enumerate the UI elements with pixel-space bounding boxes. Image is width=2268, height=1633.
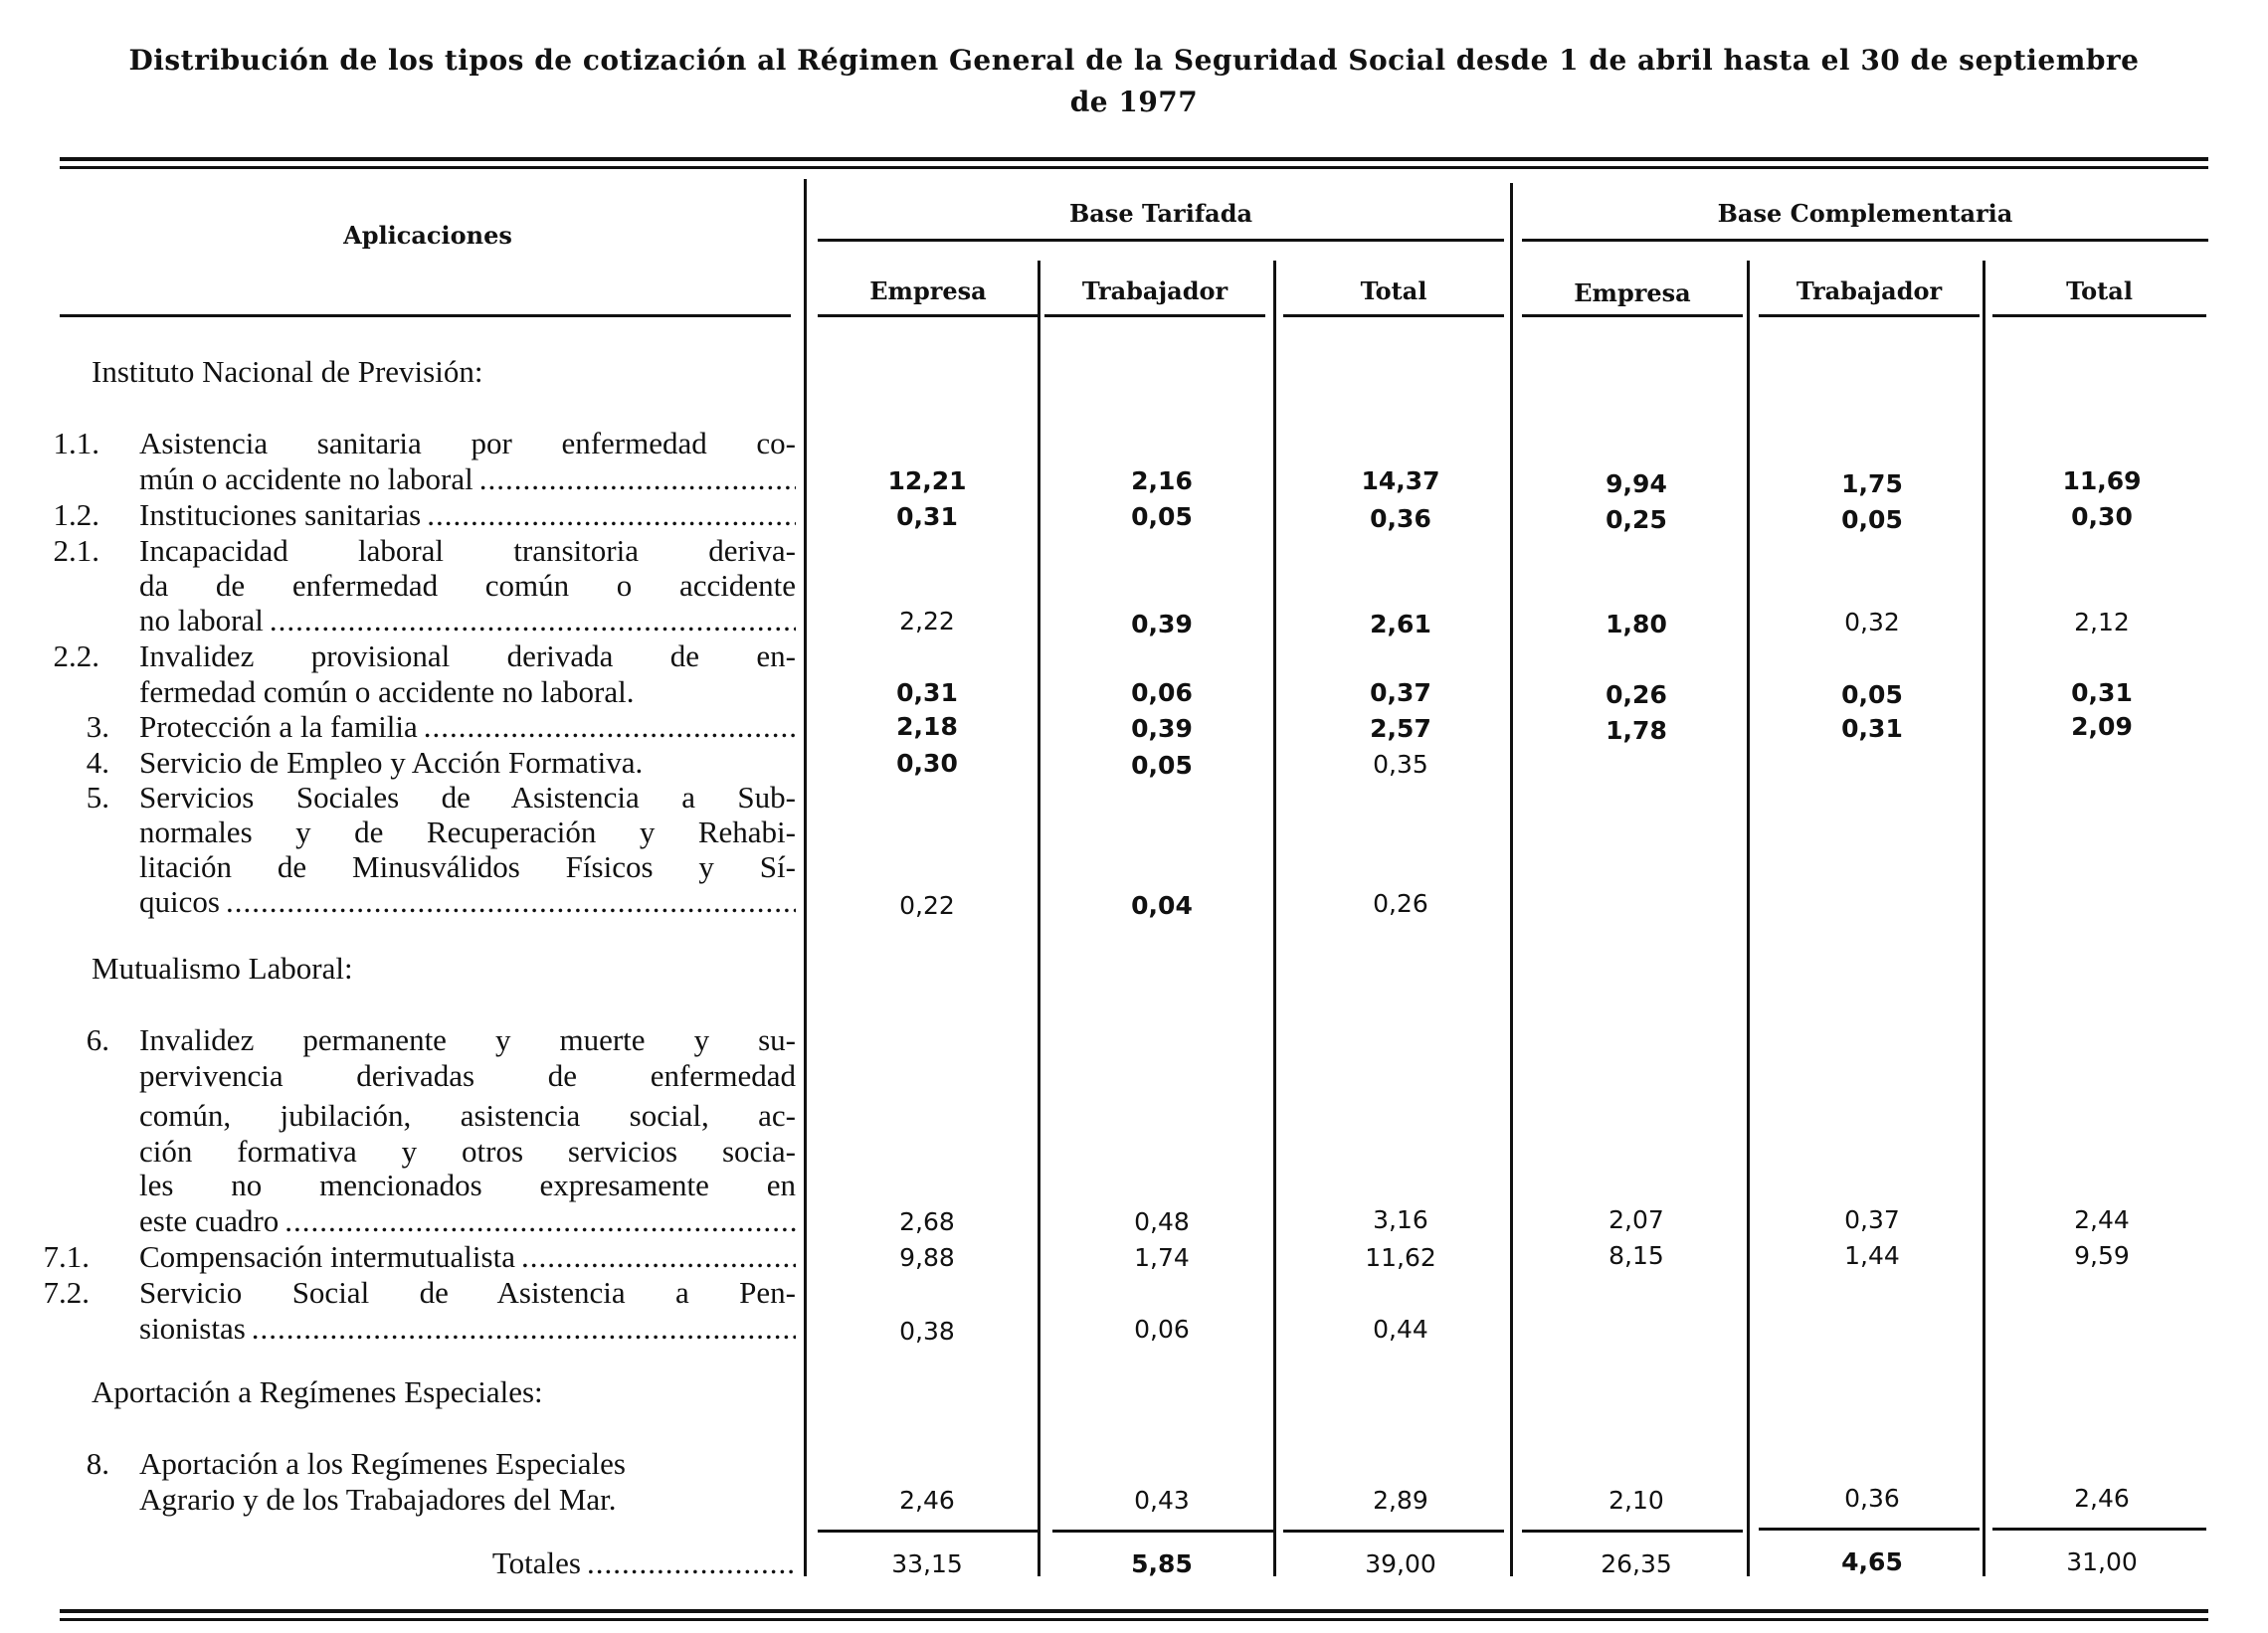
cell-bt-empresa: 12,21 (887, 466, 967, 495)
row-label-line-dotted: quicos ..... (139, 884, 796, 920)
total-bt-empresa: 33,15 (891, 1549, 963, 1578)
cell-bt-total: 0,36 (1370, 504, 1431, 533)
vrule-middle (1510, 183, 1513, 1576)
cell-bc-trabajador: 1,75 (1841, 469, 1903, 498)
top-double-rule-2 (60, 166, 2208, 169)
total-bt-total: 39,00 (1365, 1549, 1436, 1578)
cell-bt-empresa: 2,68 (899, 1207, 955, 1236)
row-label-line: litación de Minusválidos Físicos y Sí- (139, 849, 796, 884)
cell-bc-total: 0,30 (2071, 502, 2133, 531)
cell-bt-trabajador: 0,04 (1131, 891, 1193, 920)
section-aportacion-regimenes: Aportación a Regímenes Especiales: (92, 1374, 543, 1409)
row-label-line: Servicio Social de Asistencia a Pen- (139, 1275, 796, 1310)
header-base-complementaria: Base Complementaria (1717, 199, 2013, 228)
vrule-bc-1 (1747, 261, 1750, 1576)
cell-bc-trabajador: 0,31 (1841, 714, 1903, 743)
rule-totals-bc-total (1992, 1528, 2206, 1531)
total-bc-trabajador: 4,65 (1841, 1547, 1903, 1576)
row-number: 8. (86, 1446, 109, 1481)
cell-bc-trabajador: 0,37 (1844, 1205, 1900, 1234)
row-number: 1.2. (53, 497, 99, 532)
cell-bt-total: 2,89 (1373, 1486, 1428, 1515)
row-label-line-dotted: no laboral ..... (139, 603, 796, 638)
cell-bt-trabajador: 0,06 (1131, 678, 1193, 707)
section-instituto-nacional: Instituto Nacional de Previsión: (92, 354, 483, 389)
rule-bc-total (1992, 314, 2206, 317)
cell-bt-empresa: 0,30 (896, 749, 958, 778)
row-label-line: ción formativa y otros servicios socia- (139, 1134, 796, 1169)
row-label-line: Invalidez provisional derivada de en- (139, 638, 796, 673)
row-label-line: pervivencia derivadas de enfermedad (139, 1058, 796, 1093)
row-label-line: normales y de Recuperación y Rehabi- (139, 815, 796, 849)
cell-bt-trabajador: 0,39 (1131, 714, 1193, 743)
row-number: 7.1. (43, 1239, 90, 1274)
row-label-line: da de enfermedad común o accidente (139, 568, 796, 603)
cell-bt-trabajador: 0,05 (1131, 502, 1193, 531)
cell-bc-empresa: 9,94 (1606, 469, 1667, 498)
rule-totals-bt-empresa (818, 1530, 1039, 1533)
cell-bt-trabajador: 0,05 (1131, 751, 1193, 780)
row-label-line-dotted: Compensación intermutualista ..... (139, 1239, 796, 1275)
cell-bc-trabajador: 0,32 (1844, 608, 1900, 636)
cell-bt-total: 11,62 (1365, 1243, 1436, 1272)
rule-bt-total (1283, 314, 1504, 317)
total-bt-trabajador: 5,85 (1131, 1549, 1193, 1578)
cell-bc-total: 2,09 (2071, 712, 2133, 741)
header-base-tarifada: Base Tarifada (1068, 199, 1253, 228)
row-label-line: les no mencionados expresamente en (139, 1168, 796, 1202)
row-label-line-dotted: este cuadro ..... (139, 1203, 796, 1239)
rule-bt-trabajador (1044, 314, 1265, 317)
cell-bt-trabajador: 0,48 (1134, 1207, 1190, 1236)
header-bc-trabajador: Trabajador (1796, 276, 1943, 305)
row-label-line: común, jubilación, asistencia social, ac- (139, 1098, 796, 1133)
row-number: 4. (86, 745, 109, 780)
cell-bc-total: 2,12 (2074, 608, 2130, 636)
cell-bt-empresa: 0,31 (896, 678, 958, 707)
row-number: 2.2. (53, 638, 99, 673)
cell-bt-total: 2,61 (1370, 610, 1431, 638)
cell-bt-total: 0,44 (1373, 1315, 1428, 1344)
bottom-double-rule-1 (60, 1609, 2208, 1613)
rule-totals-bc-trabajador (1759, 1528, 1980, 1531)
rule-base-tarifada (818, 239, 1504, 242)
cell-bc-empresa: 2,10 (1608, 1486, 1664, 1515)
cell-bt-empresa: 0,22 (899, 891, 955, 920)
rule-bt-empresa (818, 314, 1039, 317)
rule-aplicaciones (60, 314, 791, 317)
cell-bt-total: 2,57 (1370, 714, 1431, 743)
row-number: 6. (86, 1022, 109, 1057)
rule-totals-bt-trabajador (1052, 1530, 1273, 1533)
row-number: 1.1. (53, 426, 99, 460)
document-title-line-1: Distribución de los tipos de cotización al Régimen General de la Seguridad Social desde 1 de abril hasta el 30 de septiembre (128, 44, 2140, 77)
row-label-line: Agrario y de los Trabajadores del Mar. (139, 1482, 617, 1517)
cell-bt-trabajador: 0,39 (1131, 610, 1193, 638)
header-aplicaciones: Aplicaciones (343, 221, 512, 250)
row-label-line: Incapacidad laboral transitoria deriva- (139, 533, 796, 568)
cell-bt-total: 14,37 (1361, 466, 1440, 495)
cell-bc-trabajador: 0,36 (1844, 1484, 1900, 1513)
vrule-bc-2 (1983, 261, 1985, 1576)
vrule-bt-1 (1038, 261, 1040, 1576)
cell-bc-empresa: 8,15 (1608, 1241, 1664, 1270)
row-label-line-dotted: sionistas ..... (139, 1311, 796, 1347)
row-number: 2.1. (53, 533, 99, 568)
cell-bt-total: 0,35 (1373, 750, 1428, 779)
cell-bc-total: 11,69 (2062, 466, 2142, 495)
header-bt-empresa: Empresa (869, 276, 987, 305)
cell-bc-empresa: 1,80 (1606, 610, 1667, 638)
header-bc-total: Total (2066, 276, 2133, 305)
cell-bc-empresa: 1,78 (1606, 716, 1667, 745)
cell-bt-empresa: 2,18 (896, 712, 958, 741)
row-number: 3. (86, 709, 109, 744)
cell-bc-trabajador: 0,05 (1841, 505, 1903, 534)
document-title-line-2: de 1977 (1069, 86, 1199, 118)
bottom-double-rule-2 (60, 1618, 2208, 1621)
cell-bt-trabajador: 1,74 (1134, 1243, 1190, 1272)
cell-bt-total: 3,16 (1373, 1205, 1428, 1234)
totals-label: Totales ..... (139, 1545, 796, 1581)
cell-bt-empresa: 0,31 (896, 502, 958, 531)
cell-bc-empresa: 0,25 (1606, 505, 1667, 534)
rule-bc-trabajador (1759, 314, 1980, 317)
section-mutualismo-laboral: Mutualismo Laboral: (92, 951, 353, 986)
cell-bt-empresa: 0,38 (899, 1317, 955, 1346)
header-bc-empresa: Empresa (1574, 278, 1691, 307)
row-label-line: Asistencia sanitaria por enfermedad co- (139, 426, 796, 460)
row-label-line: Invalidez permanente y muerte y su- (139, 1022, 796, 1057)
header-bt-trabajador: Trabajador (1081, 276, 1228, 305)
cell-bc-total: 0,31 (2071, 678, 2133, 707)
row-label-line-dotted: Instituciones sanitarias ..... (139, 497, 796, 533)
row-label-line: fermedad común o accidente no laboral. (139, 674, 635, 709)
row-label-line: Servicios Sociales de Asistencia a Sub- (139, 780, 796, 815)
cell-bc-total: 2,44 (2074, 1205, 2130, 1234)
total-bc-empresa: 26,35 (1601, 1549, 1672, 1578)
vrule-bt-2 (1273, 261, 1276, 1576)
row-label-line-dotted: Protección a la familia ..... (139, 709, 796, 745)
rule-bc-empresa (1522, 314, 1743, 317)
cell-bt-total: 0,26 (1373, 889, 1428, 918)
cell-bc-total: 9,59 (2074, 1241, 2130, 1270)
rule-base-complementaria (1522, 239, 2208, 242)
row-label-line: Servicio de Empleo y Acción Formativa. (139, 745, 644, 780)
cell-bt-trabajador: 0,06 (1134, 1315, 1190, 1344)
cell-bt-empresa: 2,46 (899, 1486, 955, 1515)
rule-totals-bc-empresa (1522, 1530, 1743, 1533)
cell-bc-trabajador: 0,05 (1841, 680, 1903, 709)
row-number: 7.2. (43, 1275, 90, 1310)
cell-bc-trabajador: 1,44 (1844, 1241, 1900, 1270)
cell-bt-total: 0,37 (1370, 678, 1431, 707)
cell-bt-trabajador: 2,16 (1131, 466, 1193, 495)
cell-bc-empresa: 2,07 (1608, 1205, 1664, 1234)
cell-bc-total: 2,46 (2074, 1484, 2130, 1513)
cell-bc-empresa: 0,26 (1606, 680, 1667, 709)
row-label-line-dotted: mún o accidente no laboral ..... (139, 461, 796, 497)
cell-bt-empresa: 2,22 (899, 607, 955, 635)
top-double-rule-1 (60, 157, 2208, 161)
vrule-left-column (804, 179, 807, 1576)
cell-bt-empresa: 9,88 (899, 1243, 955, 1272)
row-number: 5. (86, 780, 109, 815)
row-label-line: Aportación a los Regímenes Especiales (139, 1446, 626, 1481)
header-bt-total: Total (1360, 276, 1427, 305)
cell-bt-trabajador: 0,43 (1134, 1486, 1190, 1515)
rule-totals-bt-total (1283, 1530, 1504, 1533)
total-bc-total: 31,00 (2066, 1547, 2138, 1576)
